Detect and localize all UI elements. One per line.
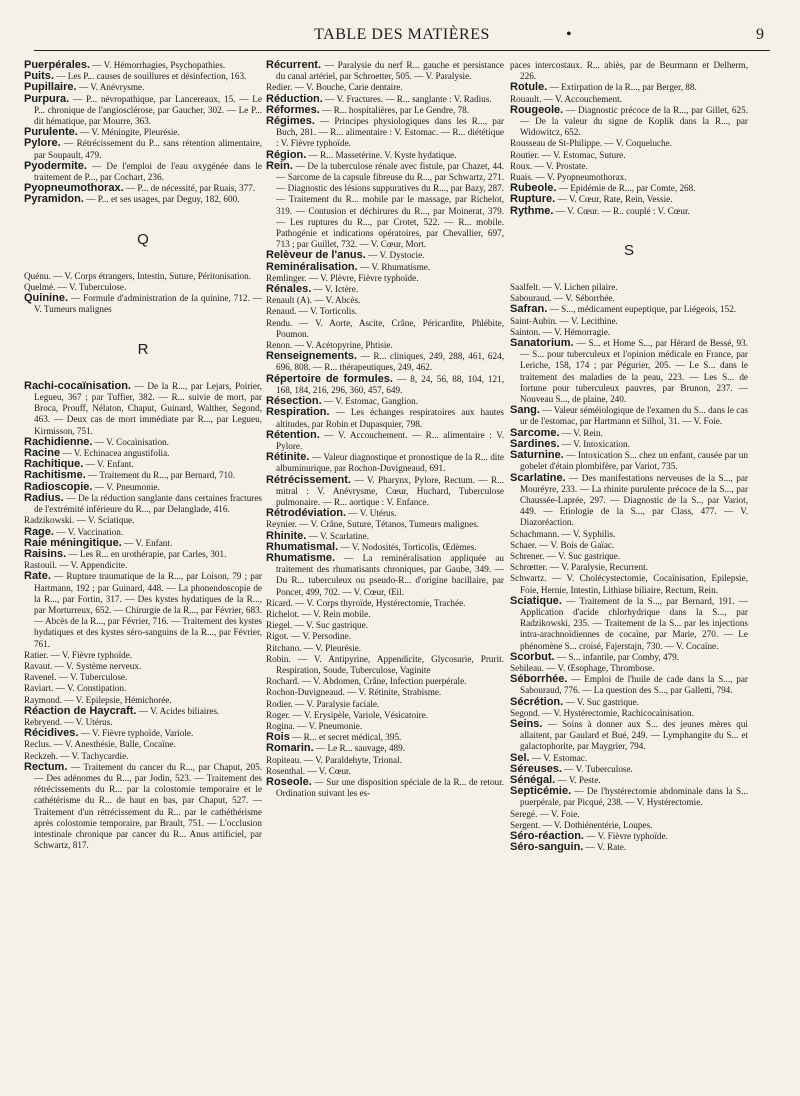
entry-text: Sebileau. — V. Œsophage, Thrombose. (510, 662, 655, 673)
index-entry (24, 493, 262, 515)
entry-text: — Les échanges respiratoires aux hautes altitudes, par Robin et Dupasquier, 798. (276, 407, 504, 429)
index-entry (510, 304, 748, 315)
entry-headword: Puerpérales. (24, 59, 91, 71)
entry-text: — V. Estomac, Ganglion. (321, 396, 419, 407)
entry-text: — V. Dystocie. (365, 250, 425, 261)
index-entry (24, 194, 262, 205)
entry-text: Ritchano. — V. Pleurésie. (266, 642, 362, 653)
index-entry (266, 609, 504, 620)
entry-text: — Traitement du R..., par Bernard, 710. (85, 470, 236, 481)
index-entry (510, 60, 748, 82)
entry-text: — De la R..., par Lejars, Poirier, Legueu, 367 ; par Tuffier, 382. — R... suivie de mort, par Broca, Prouff, Nélaton, Chaput, Guinard, Walther, Segond, 463. — Deux cas de mort immédiate par R..., par Legueu, Kirmisson, 751. (34, 380, 262, 436)
index-entry (266, 262, 504, 273)
entry-headword: Sciatique. (510, 594, 562, 607)
entry-text: — R... et secret médical, 395. (289, 732, 402, 743)
entry-headword: Sanatorium. (510, 337, 574, 350)
entry-headword: Répertoire de formules. (266, 372, 393, 385)
index-entry (266, 452, 504, 474)
entry-text: — Soins à donner aux S... des jeunes mères qui allaitent, par Gaulard et Bué, 249. — Lymphangite du S... et galactophorite, par Maygrier, 794. (520, 718, 748, 752)
entry-headword: Purpura. (24, 92, 70, 105)
entry-text: — V. Cocaïnisation. (92, 436, 169, 447)
entry-headword: Rupture. (510, 193, 556, 206)
entry-headword: Réaction de Haycraft. (24, 704, 137, 717)
index-column-left (24, 60, 262, 851)
entry-headword: Rachitique. (24, 458, 84, 471)
entry-headword: Régimes. (266, 115, 315, 128)
entry-text: — P... de nécessité, par Ruais, 377. (123, 183, 256, 194)
index-entry (266, 687, 504, 698)
entry-headword: Sénégal. (510, 773, 556, 786)
index-entry (510, 82, 748, 93)
index-entry (24, 161, 262, 183)
index-entry (266, 777, 504, 799)
index-entry (510, 405, 748, 427)
entry-headword: Puits. (24, 70, 54, 83)
index-entry (24, 762, 262, 852)
entry-headword: Sang. (510, 404, 540, 417)
entry-headword: Pyodermite. (24, 159, 87, 172)
entry-text: Radzikowski. — V. Sciatique. (24, 515, 135, 526)
section-letter: S (623, 241, 634, 259)
entry-text: — Les P... causes de souillures et désinfection, 163. (53, 71, 247, 82)
entry-headword: Scarlatine. (510, 471, 566, 484)
entry-headword: Rétrécissement. (266, 473, 351, 486)
entry-text: Segond. — V. Hystérectomie, Rachicocaïnisation. (510, 707, 694, 718)
entry-text: Quelmé. — V. Tuberculose. (24, 282, 127, 293)
index-entry (24, 728, 262, 739)
index-entry (510, 138, 748, 149)
index-entry (266, 598, 504, 609)
entry-text: — Rétrécissement du P... sans rétention alimentaire, par Soupault, 479. (34, 138, 262, 160)
entry-headword: Radioscopie. (24, 480, 93, 493)
entry-text: — R... hospitalières, par Le Gendre, 78. (319, 104, 470, 115)
entry-text: Renon. — V. Acétopyrine, Phtisie. (266, 340, 393, 351)
entry-text: — V. Hémorrhagies, Psychopathies. (90, 60, 226, 70)
entry-text: — La reminéralisation appliquée au traitement des rhumatisants chroniques, par Gaube, 349. — Du R... tuberculeux ou pseudo-R... d'origine bacillaire, par Poncet, 499, 702. — V. Cœur, Œil. (276, 552, 504, 597)
index-entry (510, 697, 748, 708)
entry-text: Rouault. — V. Accouchement. (510, 93, 622, 104)
entry-text: Reclus. — V. Anesthésie, Balle, Cocaïne. (24, 739, 176, 750)
entry-text: — Intoxication S... chez un enfant, causée par un gobelet d'étain plombifère, par Variot, 735. (520, 450, 748, 472)
entry-text: — Emploi de l'huile de cade dans la S..., par Sabouraud, 776. — La question des S..., par Galletti, 794. (520, 674, 748, 696)
entry-text: — De la tuberculose rénale avec fistule, par Chazet, 44. — Sarcome de la capsule fibreuse du R..., par Schwartz, 271. — Diagnostic des lésions suppuratives du R..., par Bazy, 287. — Traitement du R... mobile par le massage, par Richelot, 319. — Contusion et déchirures du R..., par Moinerat, 379. — Les ruptures du R..., par Crotet, 522. — R... mobile. Pathogénie et indications opératoires, par Chevallier, 697, 713 ; par Guillet, 732. — V. Cœur, Mort. (276, 160, 504, 250)
entry-headword: Rétinite. (266, 451, 310, 464)
entry-text: Redier. — V. Bouche, Carie dentaire. (266, 82, 403, 93)
entry-text: Saalfelt. — V. Lichen pilaire. (510, 282, 618, 293)
entry-text: — V. Enfant. (121, 537, 173, 548)
entry-text: — S... et Home S..., par Hérard de Bessé, 93. — S... pour tuberculeux et l'opinion médicale en France, par Leriche, 158, 174 ; par Pégurier, 205. — Le S... dans le traitement des maladies de la peau, 223. — Les S... de fortune pour tuberculeux pauvres, par Brunon, 237. — Nouveau S..., de plaine, 240. (520, 338, 748, 405)
entry-headword: Quinine. (24, 292, 68, 305)
entry-text: Renaud. — V. Torticolis. (266, 306, 358, 317)
entry-text: — S..., médicament eupeptique, par Liégeois, 152. (547, 304, 737, 315)
entry-headword: Résection. (266, 395, 322, 408)
entry-headword: Pylore. (24, 137, 61, 150)
entry-text: Routier. — V. Estomac, Suture. (510, 149, 626, 160)
index-entry (266, 743, 504, 754)
entry-text: — Le R... sauvage, 489. (313, 743, 406, 754)
entry-text: Ricard. — V. Corps thyroïde, Hystérectomie, Trachée. (266, 597, 466, 608)
entry-headword: Reminéralisation. (266, 260, 358, 273)
entry-text: — V. Anévrysme. (76, 82, 145, 93)
index-entry (510, 551, 748, 562)
index-entry (510, 316, 748, 327)
index-entry (24, 650, 262, 661)
entry-headword: Sardines. (510, 437, 560, 450)
entry-text: Remlinger. — V. Plèvre, Fièvre typhoïde. (266, 272, 419, 283)
entry-text: Riegel. — V. Suc gastrique. (266, 620, 368, 631)
entry-headword: Rythme. (510, 204, 554, 217)
index-entry (510, 719, 748, 753)
entry-text: Reckzeh. — V. Tachycardie. (24, 750, 129, 761)
index-entry (510, 674, 748, 696)
entry-text: — De l'emploi de l'eau oxygénée dans le traitement de P..., par Cochart, 236. (34, 160, 262, 183)
entry-text: — V. Vaccination. (53, 526, 124, 537)
entry-headword: Rhinite. (266, 529, 307, 542)
entry-headword: Rénales. (266, 283, 312, 296)
entry-text: Renault (A). — V. Abcès. (266, 295, 361, 306)
entry-headword: Rein. (266, 159, 293, 172)
index-entry (266, 631, 504, 642)
entry-headword: Réformes. (266, 103, 320, 116)
entry-text: — V. Fractures. — R... sanglante : V. Radius. (322, 93, 492, 104)
entry-text: — V. Peste. (555, 774, 601, 785)
entry-text: — V. Scarlatine. (306, 530, 370, 541)
index-entry (510, 105, 748, 139)
entry-text: — V. Rhumatisme. (357, 261, 431, 272)
entry-text: — V. Nodosités, Torticolis, Œdèmes. (338, 541, 477, 552)
entry-headword: Rougeole. (510, 103, 564, 116)
index-entry (510, 573, 748, 595)
index-entry (24, 515, 262, 526)
entry-text: Sabouraud. — V. Séborrhée. (510, 293, 615, 304)
index-entry (266, 374, 504, 396)
entry-text: Robin. — V. Antipyrine, Appendicite, Glycosurie, Prurit. Respiration, Soude, Tuberculose, Vaginite (266, 653, 504, 675)
index-entry (510, 809, 748, 820)
entry-text: — Valeur diagnostique et pronostique de la R... dite albuminurique, par Rochon-Duvigneaud, 691. (276, 452, 504, 474)
entry-text: — R... Massetérine. V. Kyste hydatique. (306, 149, 457, 160)
entry-text: — P... et ses usages, par Deguy, 182, 600. (83, 194, 240, 205)
section-letter: Q (137, 230, 149, 248)
index-entry (510, 282, 748, 293)
entry-text: — V. Pharynx, Pylore, Rectum. — R... mitral : V. Anévrysme, Cœur, Huchard, Tuberculose pulmonaire. — R... aortique : V. Enfance. (276, 474, 504, 507)
index-entry (24, 94, 262, 128)
entry-text: Seregé. — V. Foie. (510, 808, 580, 819)
entry-headword: Rachitisme. (24, 469, 86, 482)
entry-headword: Rétention. (266, 428, 320, 441)
entry-headword: Safran. (510, 303, 548, 316)
index-entry (266, 60, 504, 82)
entry-text: Raviart. — V. Constipation. (24, 683, 127, 694)
page-number: 9 (756, 26, 764, 43)
index-entry (510, 540, 748, 551)
entry-text: — Traitement du cancer du R..., par Chaput, 205. — Des adénomes du R..., par Jodin, 523. — Traitement des rétrécissements du R... par la colostomie temporaire et le cathétérisme du R... de haut en bas, par Chaput, 527. — Traitement d'un rétrécissement du R... par le cathéthérisme après colostomie temporaire, par Brault, 751. — L'occlusion intestinale chronique par cancer du R... Anus artificiel, par Schwartz, 817. (34, 761, 262, 851)
entry-text: — V. Méningite, Pleurésie. (77, 127, 180, 138)
entry-text: Rogina. — V. Pneumonie. (266, 720, 363, 731)
index-column-right (510, 60, 748, 853)
entry-text: — V. Enfant. (83, 459, 134, 470)
index-entry (266, 643, 504, 654)
entry-text: Roux. — V. Prostate. (510, 160, 588, 171)
entry-headword: Récidives. (24, 727, 79, 740)
index-entry (24, 571, 262, 649)
entry-text: Quénu. — V. Corps étrangers, Intestin, Suture, Péritonisation. (24, 270, 252, 281)
index-entry (266, 284, 504, 295)
index-entry (24, 661, 262, 672)
index-entry (266, 553, 504, 598)
entry-headword: Radius. (24, 491, 64, 504)
entry-headword: Pyopneumothorax. (24, 182, 124, 195)
entry-text: Rigot. — V. Persodine. (266, 631, 351, 642)
entry-text: Rochon-Duvigneaud. — V. Rétinite, Strabisme. (266, 687, 442, 698)
entry-text: — V. Acides biliaires. (136, 705, 220, 716)
entry-text: — Paralysie du nerf R... gauche et persistance du canal artériel, par Schroetter, 505. — V. Paralysie. (276, 60, 504, 82)
entry-headword: Récurrent. (266, 59, 322, 71)
page-header (34, 26, 770, 50)
index-entry (510, 596, 748, 652)
entry-text: — Formule d'administration de la quinine, 712. — V. Tumeurs malignes (34, 293, 262, 315)
entry-text: — V. Estomac. (529, 752, 588, 763)
index-entry (510, 708, 748, 719)
entry-text: — R... cliniques, 249, 288, 461, 624, 696, 808. — R... thérapeutiques, 249, 462. (276, 351, 504, 373)
entry-headword: Roseole. (266, 776, 312, 788)
entry-headword: Scorbut. (510, 650, 555, 663)
entry-text: Raymond. — V. Epilepsie, Hémichorée. (24, 694, 172, 705)
entry-headword: Rhumatisme. (266, 551, 336, 564)
index-entry (266, 475, 504, 509)
index-column-middle (266, 60, 504, 799)
entry-headword: Sarcome. (510, 426, 560, 439)
index-entry (510, 652, 748, 663)
index-entry (510, 786, 748, 808)
index-entry (266, 116, 504, 150)
entry-headword: Séro-sanguin. (510, 841, 584, 854)
header-dot: • (566, 26, 572, 43)
index-entry (24, 560, 262, 571)
entry-text: paces intercostaux. R... abiès, par de Beurmann et Delherm, 226. (510, 60, 748, 82)
entry-text: — V. Accouchement. — R... alimentaire : V. Pylore. (276, 429, 504, 451)
index-entry (24, 271, 262, 282)
entry-text: Schaer. — V. Bois de Gaïac. (510, 539, 615, 550)
index-entry (24, 293, 262, 315)
index-entry (510, 562, 748, 573)
index-entry (510, 161, 748, 172)
entry-text: Rebryend. — V. Utérus. (24, 716, 113, 727)
entry-headword: Respiration. (266, 406, 330, 419)
index-entry (510, 473, 748, 529)
index-entry (24, 739, 262, 750)
entry-text: — V. Ictère. (311, 284, 359, 295)
entry-text: Schrener. — V. Suc gastrique. (510, 550, 621, 561)
entry-headword: Rubeole. (510, 182, 557, 195)
index-entry (266, 676, 504, 687)
entry-text: — De l'hystérectomie abdominale dans la S... puerpérale, par Picqué, 238. — V. Hystérectomie. (520, 786, 748, 808)
index-entry (266, 508, 504, 519)
entry-headword: Raisins. (24, 547, 67, 560)
entry-headword: Septicémie. (510, 785, 572, 798)
header-rule (34, 50, 770, 51)
entry-text: Rendu. — V. Aorte, Ascite, Crâne, Péricardite, Phlébite, Poumon. (266, 317, 504, 339)
entry-headword: Séro-réaction. (510, 830, 584, 842)
entry-text: — V. Rate. (583, 842, 627, 853)
index-entry (266, 351, 504, 373)
entry-text: Reynier. — V. Crâne, Suture, Tétanos, Tumeurs malignes. (266, 519, 480, 530)
entry-text: Ravaut. — V. Système nerveux. (24, 660, 142, 671)
entry-text: — V. Utérus. (346, 508, 397, 519)
entry-text: Saint-Aubin. — V. Lecithine. (510, 315, 618, 326)
index-entry (266, 430, 504, 452)
index-entry (266, 161, 504, 251)
index-entry (266, 318, 504, 340)
index-entry (510, 338, 748, 405)
entry-text: — Diagnostic précoce de la R..., par Gillet, 625. — De la valeur du signe de Koplik dans la R..., par Widowitcz, 652. (520, 104, 748, 138)
entry-headword: Séreuses. (510, 762, 562, 775)
entry-text: Roger. — V. Erysipèle, Variole, Vésicatoire. (266, 709, 429, 720)
entry-text: — Des manifestations nerveuses de la S..., par Mouréyre, 233. — La rhinite purulente précoce de la S..., par Chaussée-Laprée, 297. — Diagnostic de la S.., par Variot, 449. — Etiologie de la S..., par Class, 477. — V. Diazoréaction. (520, 472, 748, 528)
entry-headword: Rachi-cocaïnisation. (24, 379, 131, 392)
index-entry (24, 60, 262, 71)
entry-headword: Raie méningitique. (24, 536, 122, 549)
entry-text: — V. Intoxication. (559, 438, 630, 449)
entry-headword: Rotule. (510, 81, 548, 94)
index-entry (266, 721, 504, 732)
index-entry (266, 150, 504, 161)
entry-headword: Rétrodéviation. (266, 507, 347, 520)
entry-text: — Sur une disposition spéciale de la R... de retour. Ordination suivant les es- (276, 777, 504, 799)
index-entry (266, 295, 504, 306)
entry-text: Ruais. — V. Pyopneumothorax. (510, 172, 627, 183)
entry-text: Rodier. — V. Paralysie faciale. (266, 698, 380, 709)
entry-text: — Principes physiologiques dans les R..., par Buch, 281. — R... alimentaire : V. Estomac. — R... diététique : V. Fièvre typhoïde. (276, 116, 504, 149)
entry-text: Sergent. — V. Dothiénentérie, Loupes. (510, 819, 653, 830)
entry-headword: Purulente. (24, 126, 78, 139)
entry-text: — V. Cœur. — R.. couplé : V. Cœur. (553, 205, 690, 216)
entry-text: — Extirpation de la R..., par Berger, 88. (547, 82, 697, 93)
entry-text: Richelot. — V. Rein mobile. (266, 608, 371, 619)
entry-text: — V. Echinacea angustifolia. (60, 448, 170, 459)
entry-headword: Rachidienne. (24, 435, 93, 448)
entry-headword: Région. (266, 148, 307, 161)
entry-headword: Séborrhée. (510, 673, 568, 686)
entry-headword: Relèveur de l'anus. (266, 249, 366, 262)
entry-headword: Renseignements. (266, 350, 358, 363)
index-entry (266, 620, 504, 631)
entry-text: — V. Rein. (559, 427, 603, 438)
entry-headword: Saturnine. (510, 449, 564, 462)
entry-text: — V. Cœur, Rate, Rein, Vessie. (555, 194, 673, 205)
entry-text: — De la réduction sanglante dans certaines fractures de l'extrémité inférieure du R..., par Delanglade, 416. (34, 492, 262, 515)
entry-headword: Rate. (24, 570, 51, 583)
index-entry (266, 755, 504, 766)
entry-text: — V. Tuberculose. (561, 763, 633, 774)
index-entry (266, 306, 504, 317)
entry-headword: Sel. (510, 751, 530, 764)
entry-text: — Rupture traumatique de la R..., par Loison, 79 ; par Hartmann, 192 ; par Guinard, 448. — La phonendoscopie de la R..., par Fortin, 317. — Des kystes hydatiques de la R..., par Morturreux, 652. — Chirurgie de la R..., par Février, 683. — Abcès de la R..., par Février, 716. — Traitement des kystes hydatiques et des kystes séro-sanguins de la R..., par Février, 761. (34, 571, 263, 649)
index-entry (510, 529, 748, 540)
entry-text: — 8, 24, 56, 88, 104, 121, 168, 184, 216, 296, 360, 457, 649. (276, 373, 504, 395)
index-entry (266, 654, 504, 676)
entry-text: Schwartz. — V. Cholécystectomie, Cocaïnisation, Epilepsie, Foie, Hernie, Intestin, Lithiase biliaire, Rectum, Rein. (510, 573, 748, 595)
entry-text: Ropiteau. — V. Paraldehyte, Trional. (266, 754, 402, 765)
index-entry (266, 699, 504, 710)
entry-headword: Pyramidon. (24, 193, 84, 206)
section-letter: R (137, 340, 149, 358)
index-entry (266, 407, 504, 429)
index-entry (510, 450, 748, 472)
entry-text: — Valeur séméiologique de l'examen du S... dans le cas ur de l'estomac, par Hartmann et Silhol, 31. — V. Foie. (520, 405, 748, 427)
index-entry (24, 672, 262, 683)
entry-text: — Epidémie de R..., par Comte, 268. (556, 183, 696, 194)
entry-text: Ratier. — V. Fièvre typhoïde. (24, 649, 133, 660)
running-title: TABLE DES MATIÈRES (314, 26, 490, 43)
index-entry (510, 206, 748, 217)
entry-text: Sainton. — V. Hémorragie. (510, 326, 611, 337)
entry-text: — V. Fièvre typhoïde. (583, 831, 668, 841)
entry-headword: Rhumatismal. (266, 540, 339, 553)
entry-headword: Rois (266, 731, 290, 744)
index-entry (510, 842, 748, 853)
entry-headword: Rectum. (24, 760, 68, 773)
entry-text: — S... infantile, par Comby, 479. (554, 651, 680, 662)
entry-text: — Traitement de la S..., par Bernard, 191. — Application d'acide chlorhydrique dans la S..., par Radzikowski, 235. — Traitement de la S... par les injections intra-arachnoïdiennes de cocaïne, par Marie, 270. — Le phénomène S... croisé, Fajerstajn, 730. — V. Cocaïne. (520, 595, 748, 651)
entry-headword: Romarin. (266, 742, 314, 755)
entry-headword: Seins. (510, 717, 543, 730)
entry-text: Ravenel. — V. Tuberculose. (24, 672, 128, 683)
entry-text: — V. Fièvre typhoïde, Variole. (78, 728, 194, 739)
index-entry (24, 381, 262, 437)
entry-text: Schrœtter. — V. Paralysie, Recurrent. (510, 562, 648, 573)
entry-headword: Sécrétion. (510, 695, 564, 708)
entry-text: — P... névropathique, par Lancereaux, 15. — Le P... chronique de l'angiosclérose, par Gaucher, 302. — Le P... dit hématique, par Mourre, 363. (34, 93, 262, 127)
entry-text: Schachmann. — V. Syphilis. (510, 528, 616, 539)
index-entry (510, 150, 748, 161)
entry-text: Rastouil. — V. Appendicite. (24, 560, 128, 571)
entry-headword: Rage. (24, 525, 54, 538)
entry-text: — V. Suc gastrique. (563, 696, 639, 707)
entry-text: — V. Pneumonie. (92, 481, 160, 492)
index-entry (24, 138, 262, 160)
entry-headword: Racine (24, 447, 61, 460)
entry-text: Rousseau de St-Philippe. — V. Coqueluche. (510, 138, 672, 149)
entry-text: — Les R... en urothérapie, par Carles, 301. (66, 548, 227, 559)
index-entry (24, 706, 262, 717)
entry-headword: Réduction. (266, 92, 323, 105)
index-entry (24, 549, 262, 560)
entry-text: Rochard. — V. Abdomen, Crâne, Infection puerpérale. (266, 676, 467, 687)
index-entry (266, 710, 504, 721)
entry-text: Rosenthal. — V. Cœur. (266, 765, 351, 776)
index-entry (24, 683, 262, 694)
entry-headword: Pupillaire. (24, 81, 77, 94)
